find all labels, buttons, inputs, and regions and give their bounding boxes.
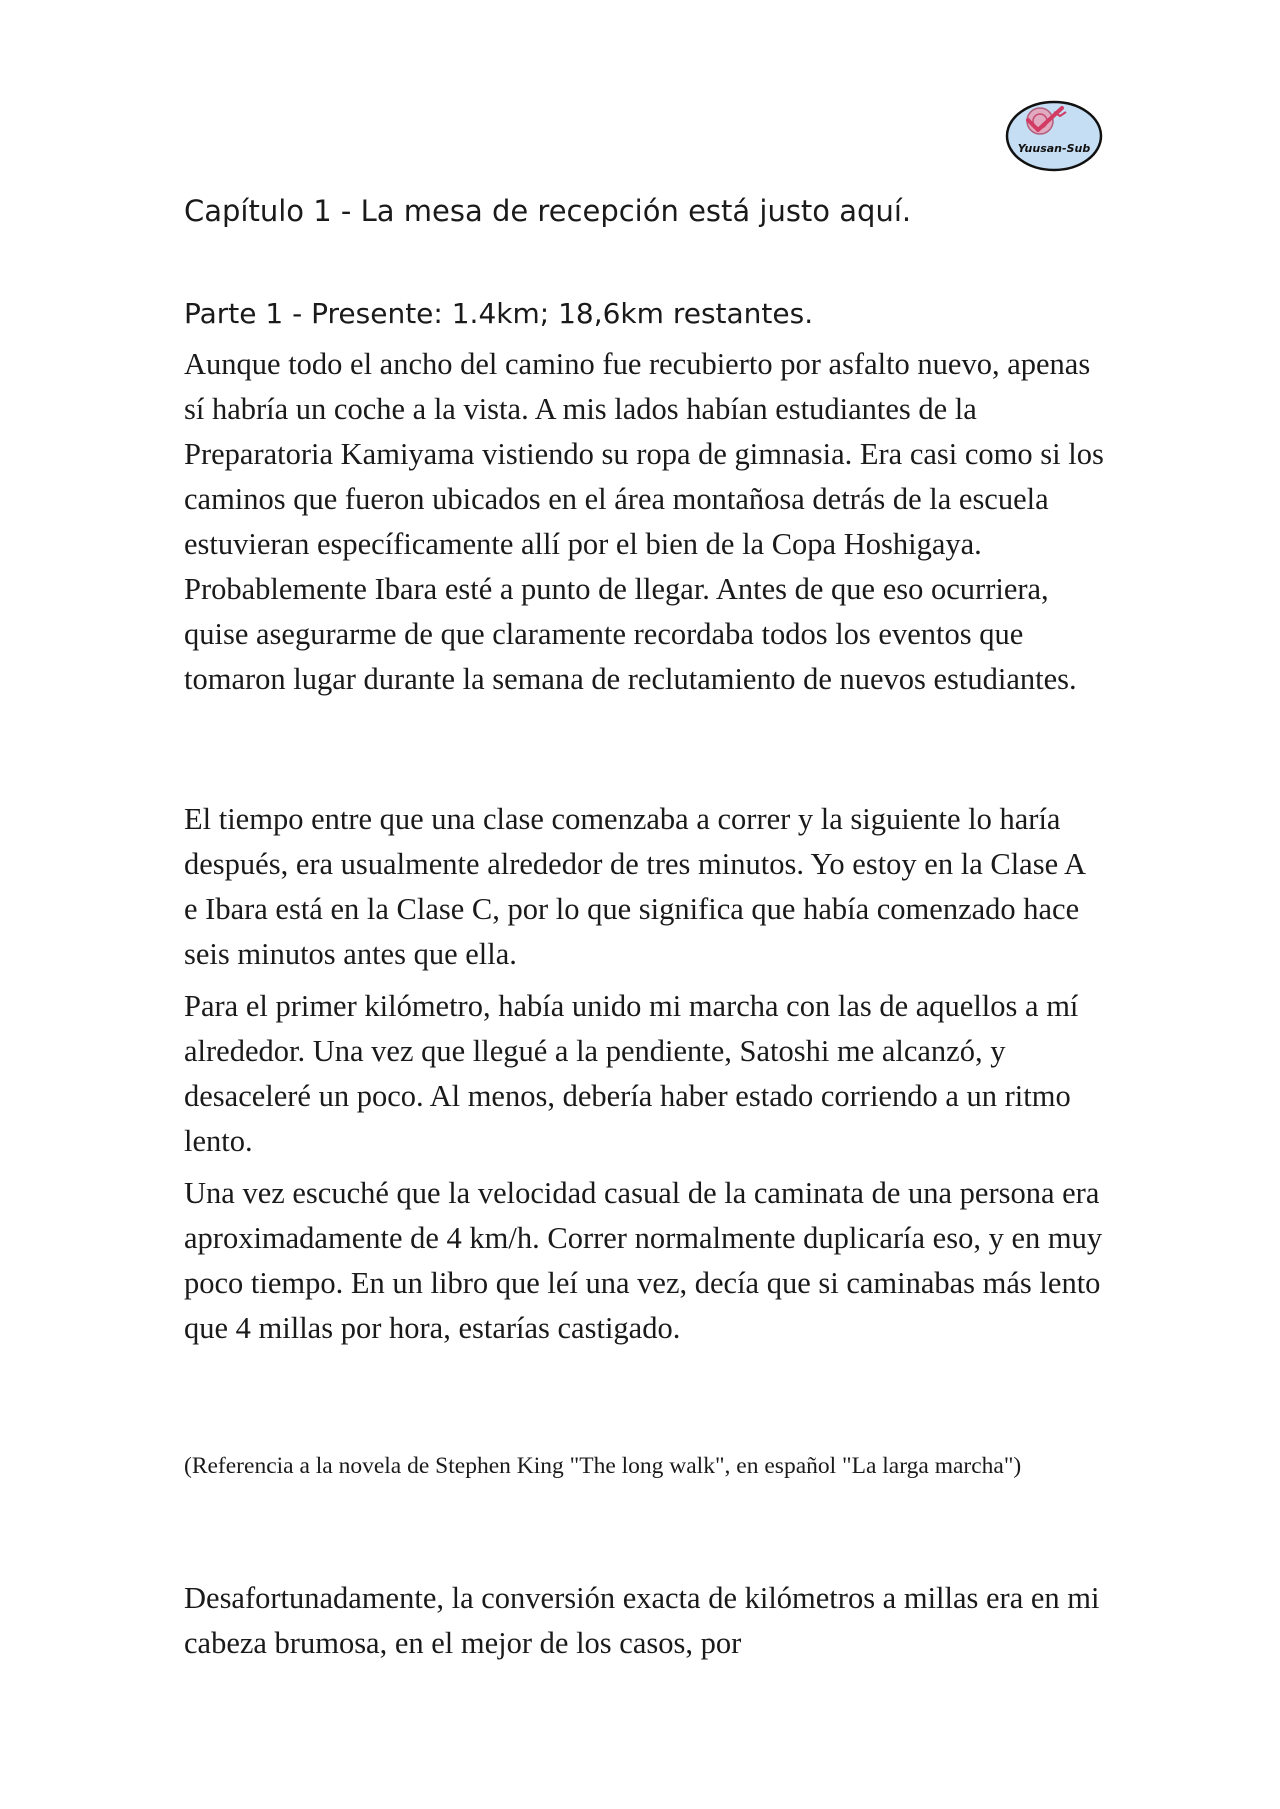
chapter-title: Capítulo 1 - La mesa de recepción está justo aquí. — [184, 194, 912, 228]
reference-note: (Referencia a la novela de Stephen King "The long walk", en español "La larga marcha") — [184, 1453, 1022, 1479]
badge-logo-icon — [1004, 94, 1104, 174]
part-title: Parte 1 - Presente: 1.4km; 18,6km restantes. — [184, 297, 814, 330]
paragraph: Aunque todo el ancho del camino fue recubierto por asfalto nuevo, apenas sí habría un coche a la vista. A mis lados habían estudiantes de la Preparatoria Kamiyama vistiendo su ropa de gimnasia. Era casi como si los caminos que fueron ubicados en el área montañosa detrás de la escuela estuvieran específicamente allí por el bien de la Copa Hoshigaya. Probablemente Ibara esté a punto de llegar. Antes de que eso ocurriera, quise asegurarme de que claramente recordaba todos los eventos que tomaron lugar durante la semana de reclutamiento de nuevos estudiantes. — [184, 347, 1104, 696]
svg-text:Yuusan-Sub: Yuusan-Sub — [1017, 142, 1091, 155]
paragraph: Una vez escuché que la velocidad casual de la caminata de una persona era aproximadamente de 4 km/h. Correr normalmente duplicaría eso, y en muy poco tiempo. En un libro que leí una vez, decía que si caminabas más lento que 4 millas por hora, estarías castigado. — [184, 1176, 1103, 1345]
paragraph: El tiempo entre que una clase comenzaba a correr y la siguiente lo haría después, era usualmente alrededor de tres minutos. Yo estoy en la Clase A e Ibara está en la Clase C, por lo que significa que había comenzado hace seis minutos antes que ella. — [184, 802, 1085, 971]
paragraph: Desafortunadamente, la conversión exacta de kilómetros a millas era en mi cabeza brumosa, en el mejor de los casos, por — [184, 1581, 1100, 1660]
paragraph: Para el primer kilómetro, había unido mi marcha con las de aquellos a mí alrededor. Una vez que llegué a la pendiente, Satoshi me alcanzó, y desaceleré un poco. Al menos, debería haber estado corriendo a un ritmo lento. — [184, 989, 1079, 1158]
